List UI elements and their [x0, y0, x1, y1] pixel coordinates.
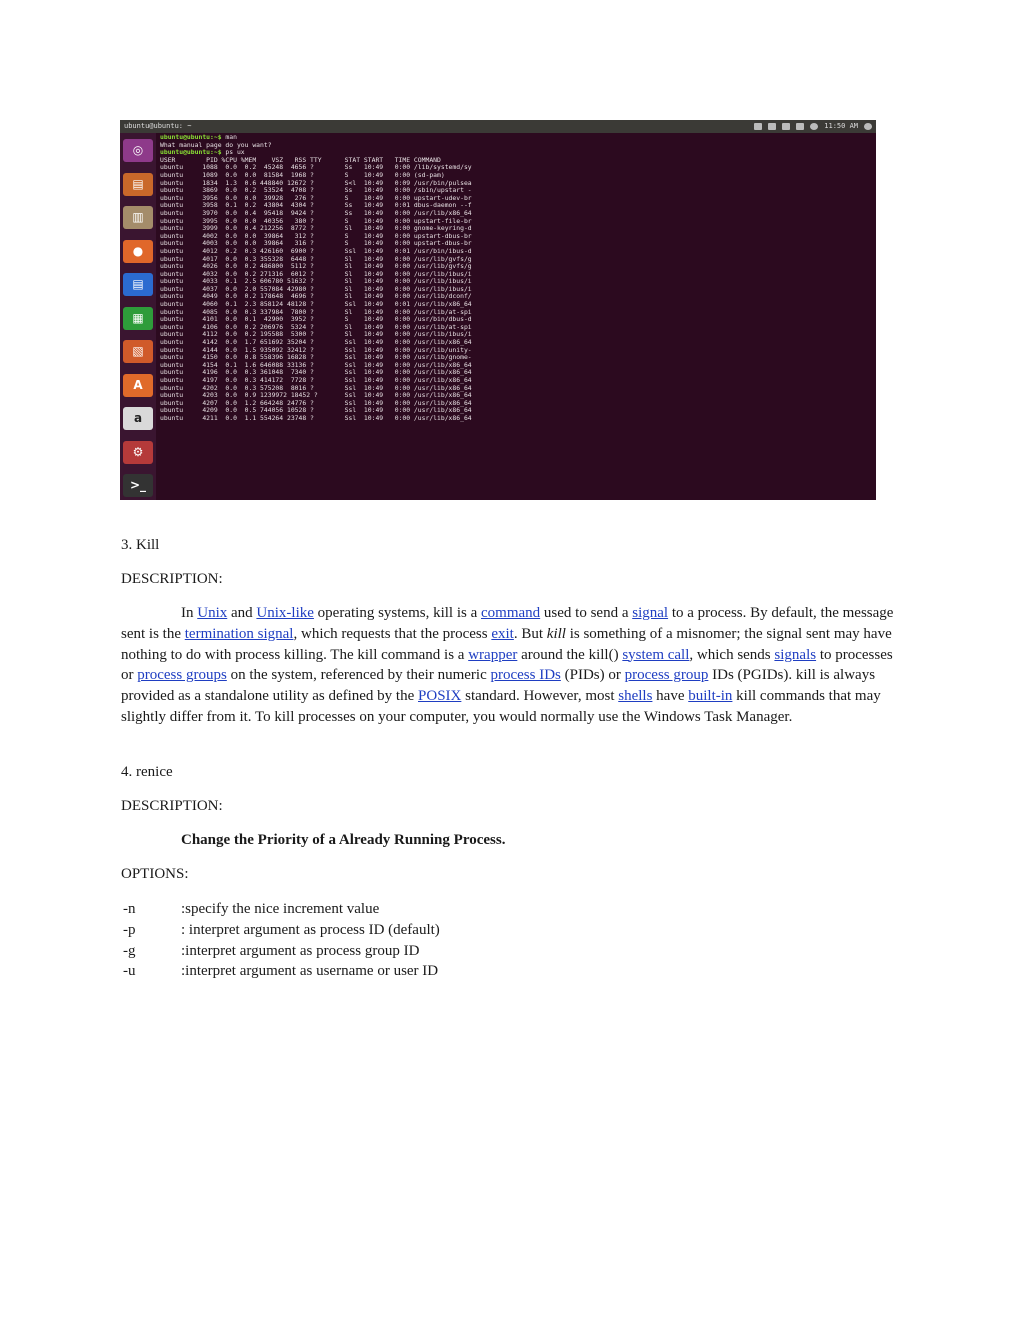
terminal-line-text: man	[221, 133, 237, 141]
text-run: . But	[513, 625, 547, 642]
kill-description-label: DESCRIPTION:	[121, 571, 223, 587]
option-flag: -n	[123, 901, 136, 917]
calc-icon[interactable]	[123, 307, 153, 330]
battery-icon	[796, 123, 804, 130]
text-run: kill commands that may slightly differ from it. To kill processes on your computer, you would normally use the Windows Task Manager.	[121, 688, 881, 725]
terminal-line-text: ubuntu 4203 0.0 0.9 1239972 18452 ? Ssl 10:49 0:00 /usr/lib/x86_64	[160, 391, 472, 400]
kill-description-paragraph	[121, 603, 903, 728]
terminal-line-text: ubuntu 4207 0.0 1.2 664248 24776 ? Ssl 10:49 0:00 /usr/lib/x86_64	[160, 398, 472, 407]
volume-icon	[810, 123, 818, 130]
terminal-line-text: ubuntu 4101 0.0 0.1 42900 3952 ? S 10:49 0:00 /usr/bin/dbus-d	[160, 315, 472, 324]
terminal-line-text: ubuntu 4197 0.0 0.3 414172 7728 ? Ssl 10:49 0:00 /usr/lib/x86_64	[160, 376, 472, 384]
text-run: (PIDs) or	[560, 667, 625, 684]
terminal-line-text: ubuntu 4144 0.0 1.5 935092 32412 ? Ssl 10:49 0:00 /usr/lib/unity-	[160, 345, 472, 354]
power-gear-icon	[864, 123, 872, 130]
ubuntu-dash-icon-glyph: ◎	[132, 143, 144, 157]
option-flag: -u	[123, 963, 136, 980]
option-row	[121, 899, 621, 920]
terminal-line-text: ubuntu 4026 0.0 0.2 486800 5112 ? Sl 10:49 0:00 /usr/lib/gvfs/g	[160, 262, 472, 271]
calc-icon-glyph: ▦	[132, 310, 144, 325]
terminal-line-text: USER PID %CPU %MEM VSZ RSS TTY STAT START TIME COMMAND	[160, 155, 441, 164]
keyboard-icon	[754, 123, 762, 130]
option-row	[121, 961, 621, 982]
link-process-ids[interactable]: process IDs	[490, 667, 561, 684]
text-run: IDs (PGIDs). kill is always provided as a standalone utility as defined by the	[121, 667, 876, 705]
terminal-line-text: ubuntu 4196 0.0 0.3 361048 7340 ? Ssl 10:49 0:00 /usr/lib/x86_64	[160, 368, 472, 377]
files-cabinet-icon-glyph: ▥	[132, 210, 144, 224]
terminal-line-text: ubuntu 4202 0.0 0.3 575208 8016 ? Ssl 10:49 0:00 /usr/lib/x86_64	[160, 383, 472, 392]
option-description: :interpret argument as username or user ID	[181, 963, 439, 980]
terminal-line-text: What manual page do you want?	[160, 140, 272, 149]
terminal-line-text: ubuntu 3999 0.0 0.4 212256 8772 ? Sl 10:49 0:00 gnome-keyring-d	[160, 224, 472, 233]
panel-indicators	[754, 120, 872, 133]
unity-launcher	[120, 133, 156, 500]
terminal-line-text: ubuntu 4142 0.0 1.7 651692 35204 ? Ssl 10:49 0:00 /usr/lib/x86_64	[160, 338, 472, 347]
text-run: to a process. By default, the message sent is the	[121, 605, 894, 642]
firefox-icon-glyph: ●	[132, 243, 144, 258]
link-exit[interactable]: exit	[491, 625, 514, 642]
option-description: :specify the nice increment value	[181, 901, 380, 917]
terminal-line-text: ubuntu 1834 1.3 0.6 448840 12672 ? S<l 10:49 0:09 /usr/bin/pulsea	[160, 178, 472, 187]
shell-prompt: ubuntu@ubuntu:~$	[160, 133, 222, 141]
terminal-line-text: ubuntu 4003 0.0 0.0 39864 316 ? S 10:49 0:00 upstart-dbus-br	[160, 239, 472, 248]
text-run: In	[181, 605, 198, 621]
terminal-line	[160, 142, 872, 150]
terminal-line-text: ubuntu 1089 0.0 0.0 81584 1968 ? S 10:49 0:00 (sd-pam)	[160, 170, 445, 179]
link-process-group[interactable]: process group	[624, 667, 709, 684]
link-posix[interactable]: POSIX	[418, 688, 462, 705]
link-termination-signal[interactable]: termination signal	[184, 625, 294, 642]
text-run: have	[652, 688, 689, 705]
renice-description-label: DESCRIPTION:	[121, 798, 223, 814]
link-wrapper[interactable]: wrapper	[468, 646, 518, 663]
shell-prompt: ubuntu@ubuntu:~$	[160, 148, 222, 157]
link-signal[interactable]: signal	[632, 605, 669, 621]
terminal-line-text: ubuntu 4150 0.0 0.8 558396 16828 ? Ssl 10:49 0:00 /usr/lib/gnome-	[160, 353, 472, 362]
link-unix-like[interactable]: Unix-like	[256, 605, 314, 621]
terminal-line-text: ubuntu 4112 0.0 0.2 195588 5300 ? Sl 10:49 0:00 /usr/lib/ibus/i	[160, 330, 472, 339]
option-row	[121, 920, 621, 941]
link-shells[interactable]: shells	[618, 688, 653, 705]
terminal-line-text: ubuntu 4211 0.0 1.1 554264 23748 ? Ssl 10:49 0:00 /usr/lib/x86_64	[160, 413, 472, 422]
terminal-line-text: ubuntu 3995 0.0 0.0 40356 380 ? S 10:49 0:00 upstart-file-br	[160, 216, 472, 225]
terminal-output	[160, 134, 872, 500]
terminal-line-text: ubuntu 4037 0.0 2.0 557084 42980 ? Sl 10:49 0:00 /usr/lib/ibus/i	[160, 284, 472, 293]
text-run: to processes or	[121, 646, 893, 684]
section-heading-kill: 3. Kill	[121, 537, 160, 553]
files-icon[interactable]	[123, 173, 153, 196]
terminal-line-text: ubuntu 4154 0.1 1.6 646088 33136 ? Ssl 10:49 0:00 /usr/lib/x86_64	[160, 360, 472, 369]
option-description: :interpret argument as process group ID	[181, 942, 420, 959]
settings-icon[interactable]	[123, 441, 153, 464]
firefox-icon[interactable]	[123, 240, 153, 263]
terminal-line	[160, 415, 872, 423]
link-system-call[interactable]: system call	[622, 646, 690, 663]
option-row	[121, 941, 621, 962]
clock: 11:50 AM	[824, 122, 858, 130]
renice-description-text: Change the Priority of a Already Running Process.	[181, 832, 506, 848]
terminal-icon-glyph: >_	[129, 478, 147, 492]
terminal-line-text: ubuntu 3958 0.1 0.2 43804 4304 ? Ss 10:49 0:01 dbus-daemon --f	[160, 201, 472, 210]
mail-icon	[782, 123, 790, 130]
impress-icon-glyph: ▧	[132, 344, 144, 358]
network-icon	[768, 123, 776, 130]
terminal-line-text: ubuntu 4209 0.0 0.5 744056 10528 ? Ssl 10:49 0:00 /usr/lib/x86_64	[160, 406, 472, 415]
ubuntu-top-panel	[120, 120, 876, 133]
terminal-line-text: ubuntu 4032 0.0 0.2 271316 6012 ? Sl 10:49 0:00 /usr/lib/ibus/i	[160, 269, 472, 278]
terminal-line-text: ps ux	[221, 148, 245, 157]
files-icon-glyph: ▤	[132, 176, 144, 191]
text-run: on the system, referenced by their numeric	[226, 667, 491, 684]
amazon-icon[interactable]	[123, 407, 153, 430]
terminal-line-text: ubuntu 1088 0.0 0.2 45248 4656 ? Ss 10:49 0:00 /lib/systemd/sy	[160, 163, 472, 172]
software-center-icon[interactable]	[123, 374, 153, 397]
link-command[interactable]: command	[481, 605, 541, 621]
text-run: operating systems, kill is a	[313, 605, 481, 621]
writer-icon-glyph: ▤	[132, 277, 144, 291]
settings-icon-glyph: ⚙	[132, 444, 144, 459]
impress-icon[interactable]	[123, 340, 153, 363]
link-process-groups[interactable]: process groups	[137, 667, 227, 684]
option-flag: -g	[123, 942, 136, 959]
italic-kill: kill	[546, 625, 566, 642]
option-description: : interpret argument as process ID (default)	[181, 921, 440, 938]
terminal-screenshot	[120, 120, 876, 500]
text-run: , which requests that the process	[293, 625, 492, 642]
terminal-line-text: ubuntu 4002 0.0 0.0 39864 312 ? S 10:49 0:00 upstart-dbus-br	[160, 231, 472, 240]
section-heading-renice: 4. renice	[121, 764, 173, 780]
text-run: standard. However, most	[461, 688, 619, 705]
files-cabinet-icon[interactable]	[123, 206, 153, 229]
renice-options-list	[121, 899, 621, 982]
writer-icon[interactable]	[123, 273, 153, 296]
terminal-line-text: ubuntu 3869 0.0 0.2 53524 4708 ? Ss 10:49 0:00 /sbin/upstart -	[160, 186, 472, 195]
amazon-icon-glyph: a	[133, 411, 143, 425]
terminal-line-text: ubuntu 4012 0.2 0.3 426160 6900 ? Ssl 10:49 0:01 /usr/bin/ibus-d	[160, 246, 472, 255]
terminal-line-text: ubuntu 4106 0.0 0.2 206976 5324 ? Sl 10:49 0:00 /usr/lib/at-spi	[160, 322, 472, 331]
terminal-line-text: ubuntu 4060 0.1 2.3 858124 48128 ? Ssl 10:49 0:01 /usr/lib/x86_64	[160, 300, 472, 309]
text-run: around the kill()	[517, 646, 623, 663]
option-flag: -p	[123, 921, 136, 938]
terminal-line-text: ubuntu 3970 0.0 0.4 95418 9424 ? Ss 10:49 0:00 /usr/lib/x86_64	[160, 208, 472, 217]
terminal-line-text: ubuntu 4017 0.0 0.3 355328 6448 ? Sl 10:49 0:00 /usr/lib/gvfs/g	[160, 254, 472, 263]
text-run: is something of a misnomer; the signal sent may have nothing to do with process killing. The kill command is a	[121, 625, 892, 663]
text-run: and	[227, 605, 257, 621]
terminal-line-text: ubuntu 4085 0.0 0.3 337984 7800 ? Sl 10:49 0:00 /usr/lib/at-spi	[160, 307, 472, 316]
link-signals[interactable]: signals	[774, 646, 817, 663]
text-run: , which sends	[689, 646, 775, 663]
ubuntu-dash-icon[interactable]	[123, 139, 153, 162]
terminal-line-text: ubuntu 4049 0.0 0.2 178648 4696 ? Sl 10:49 0:00 /usr/lib/dconf/	[160, 292, 472, 301]
window-title: ubuntu@ubuntu: ~	[124, 122, 192, 130]
text-run: used to send a	[540, 605, 633, 621]
terminal-line-text: ubuntu 3956 0.0 0.0 39928 276 ? S 10:49 0:00 upstart-udev-br	[160, 193, 472, 202]
software-center-icon-glyph: A	[133, 377, 143, 392]
terminal-icon[interactable]	[123, 474, 153, 497]
renice-options-label: OPTIONS:	[121, 866, 189, 882]
link-unix[interactable]: Unix	[197, 605, 228, 621]
link-built-in[interactable]: built-in	[688, 688, 733, 705]
terminal-line-text: ubuntu 4033 0.1 2.5 606780 51632 ? Sl 10:49 0:00 /usr/lib/ibus/i	[160, 277, 472, 286]
